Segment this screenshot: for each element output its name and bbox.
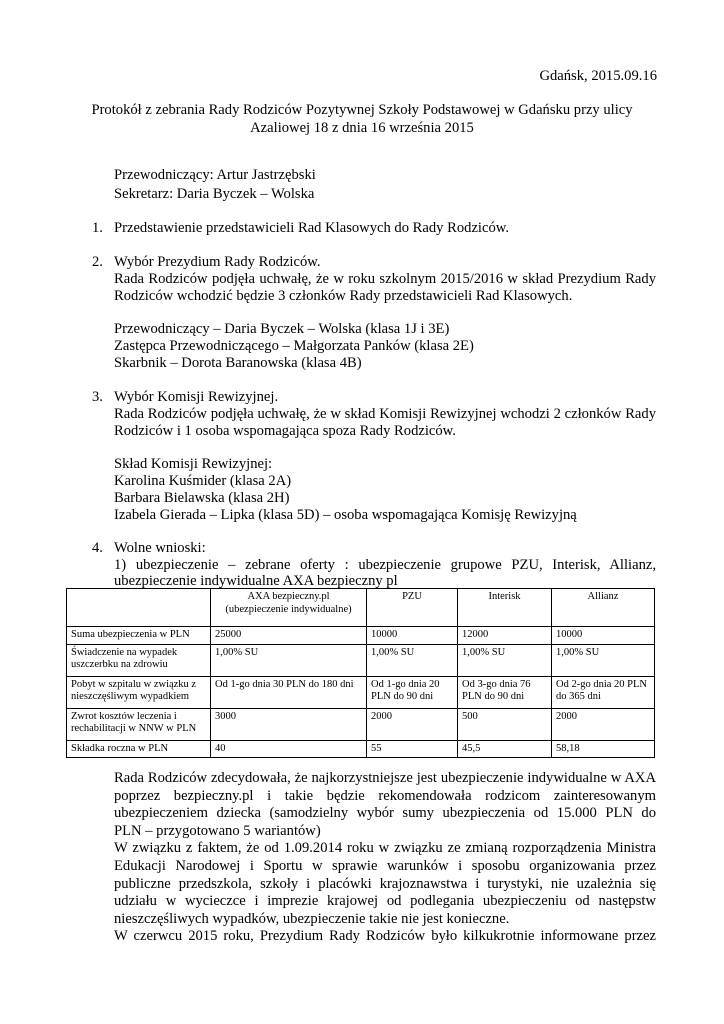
- item-heading: Wybór Komisji Rewizyjnej.: [114, 389, 279, 405]
- header-axa-name: AXA bezpieczny.pl: [247, 591, 330, 602]
- item-number: 3.: [92, 389, 103, 405]
- item-heading: Przedstawienie przedstawicieli Rad Klasowych do Rady Rodziców.: [114, 220, 509, 236]
- table-header-row: [67, 589, 655, 627]
- commission-title: Skład Komisji Rewizyjnej:: [114, 456, 273, 472]
- item-text-line: Rodziców wchodzić będzie 3 członków Rady przedstawicieli Rad Klasowych.: [114, 288, 573, 304]
- row-label: Składka roczna w PLN: [67, 740, 211, 758]
- item-text-line: Rada Rodziców podjęła uchwałę, że w skład Komisji Rewizyjnej wchodzi 2 członków Rady: [114, 406, 656, 422]
- item-number: 1.: [92, 220, 103, 236]
- paragraph-line: W czerwcu 2015 roku, Prezydium Rady Rodziców było kilkukrotnie informowane przez: [114, 928, 656, 945]
- chairperson: Przewodniczący: Artur Jastrzębski: [114, 167, 316, 183]
- commission-member: Izabela Gierada – Lipka (klasa 5D) – osoba wspomagająca Komisję Rewizyjną: [114, 507, 577, 523]
- item-number: 4.: [92, 540, 103, 556]
- commission-member: Karolina Kuśmider (klasa 2A): [114, 473, 292, 489]
- paragraph-line: nieszczęśliwych wypadków, ubezpieczenie takie nie jest konieczne.: [114, 910, 510, 927]
- paragraph-line: Rada Rodziców zdecydowała, że najkorzystniejsze jest ubezpieczenie indywidualne w AXA: [114, 770, 656, 786]
- table-header-cell: Interisk: [458, 589, 552, 627]
- paragraph-line: W związku z faktem, że od 1.09.2014 roku w związku ze zmianą rozporządzenia Ministra: [114, 840, 656, 857]
- table-row: [67, 627, 655, 645]
- table-cell: 1,00% SU: [458, 644, 552, 676]
- table-cell: 25000: [211, 627, 367, 645]
- table-header-cell: [67, 589, 211, 627]
- paragraph-line: poprzez bezpieczny.pl i takie będzie rekomendowała rodzicom zainteresowanym: [114, 787, 656, 804]
- title-line-2: Azaliowej 18 z dnia 16 września 2015: [250, 119, 474, 136]
- table-cell: 2000: [552, 708, 655, 740]
- item-number: 2.: [92, 254, 103, 270]
- table-cell: 40: [211, 740, 367, 758]
- paragraph-line: PLN – przygotowano 5 wariantów): [114, 822, 321, 839]
- item-heading: Wybór Prezydium Rady Rodziców.: [114, 254, 321, 270]
- row-label: Suma ubezpieczenia w PLN: [67, 627, 211, 645]
- table-header-cell: Allianz: [552, 589, 655, 627]
- table-cell: Od 1-go dnia 30 PLN do 180 dni: [211, 676, 367, 708]
- table-cell: 55: [367, 740, 458, 758]
- paragraph-line: publiczne przedszkola, szkoły i placówki krajoznawstwa i turystyki, nie uzależnia się: [114, 875, 656, 892]
- table-cell: 10000: [552, 627, 655, 645]
- item-heading: Wolne wnioski:: [114, 540, 206, 556]
- table-cell: 45,5: [458, 740, 552, 758]
- table-cell: 500: [458, 708, 552, 740]
- document-title: [60, 102, 664, 137]
- row-label: Pobyt w szpitalu w związku z nieszczęśliwym wypadkiem: [67, 676, 211, 708]
- item-text-line: ubezpieczenie indywidualne AXA bezpieczny pl: [114, 573, 398, 589]
- presidium-member: Skarbnik – Dorota Baranowska (klasa 4B): [114, 355, 362, 371]
- insurance-offers-table: [66, 588, 655, 758]
- table-cell: 1,00% SU: [367, 644, 458, 676]
- conclusion-paragraph: [114, 770, 656, 946]
- presidium-member: Przewodniczący – Daria Byczek – Wolska (klasa 1J i 3E): [114, 321, 450, 337]
- table-header-cell: [211, 589, 367, 627]
- table-cell: 1,00% SU: [211, 644, 367, 676]
- paragraph-line: udziału w wycieczce i imprezie krajowej od podlegania ubezpieczeniu od następstw: [114, 893, 656, 910]
- table-cell: Od 3-go dnia 76 PLN do 90 dni: [458, 676, 552, 708]
- secretary: Sekretarz: Daria Byczek – Wolska: [114, 186, 315, 202]
- table-cell: 3000: [211, 708, 367, 740]
- table-cell: 58,18: [552, 740, 655, 758]
- item-text-line: Rada Rodziców podjęła uchwałę, że w roku szkolnym 2015/2016 w skład Prezydium Rady: [114, 271, 656, 287]
- document-date: Gdańsk, 2015.09.16: [539, 68, 657, 84]
- table-row: [67, 644, 655, 676]
- presidium-member: Zastępca Przewodniczącego – Małgorzata Panków (klasa 2E): [114, 338, 474, 354]
- table-cell: 2000: [367, 708, 458, 740]
- paragraph-line: ubezpieczeniem dziecka (samodzielny wybór sumy ubezpieczenia od 15.000 PLN do: [114, 805, 656, 822]
- table-row: [67, 740, 655, 758]
- item-text-line: 1) ubezpieczenie – zebrane oferty : ubezpieczenie grupowe PZU, Interisk, Allianz,: [114, 557, 656, 573]
- table-cell: Od 1-go dnia 20 PLN do 90 dni: [367, 676, 458, 708]
- table-row: [67, 708, 655, 740]
- table-cell: 1,00% SU: [552, 644, 655, 676]
- commission-member: Barbara Bielawska (klasa 2H): [114, 490, 290, 506]
- table-cell: 10000: [367, 627, 458, 645]
- row-label: Zwrot kosztów leczenia i rechabilitacji w NNW w PLN: [67, 708, 211, 740]
- table-cell: 12000: [458, 627, 552, 645]
- table-header-cell: PZU: [367, 589, 458, 627]
- header-axa-type: (ubezpieczenie indywidualne): [225, 603, 352, 615]
- title-line-1: Protokół z zebrania Rady Rodziców Pozytywnej Szkoły Podstawowej w Gdańsku przy ulicy: [91, 102, 633, 118]
- paragraph-line: Edukacji Narodowej i Sportu w sprawie warunków i sposobu organizowania przez: [114, 857, 656, 874]
- row-label: Świadczenie na wypadek uszczerbku na zdrowiu: [67, 644, 211, 676]
- table-row: [67, 676, 655, 708]
- table-cell: Od 2-go dnia 20 PLN do 365 dni: [552, 676, 655, 708]
- item-text-line: Rodziców i 1 osoba wspomagająca spoza Rady Rodziców.: [114, 423, 456, 439]
